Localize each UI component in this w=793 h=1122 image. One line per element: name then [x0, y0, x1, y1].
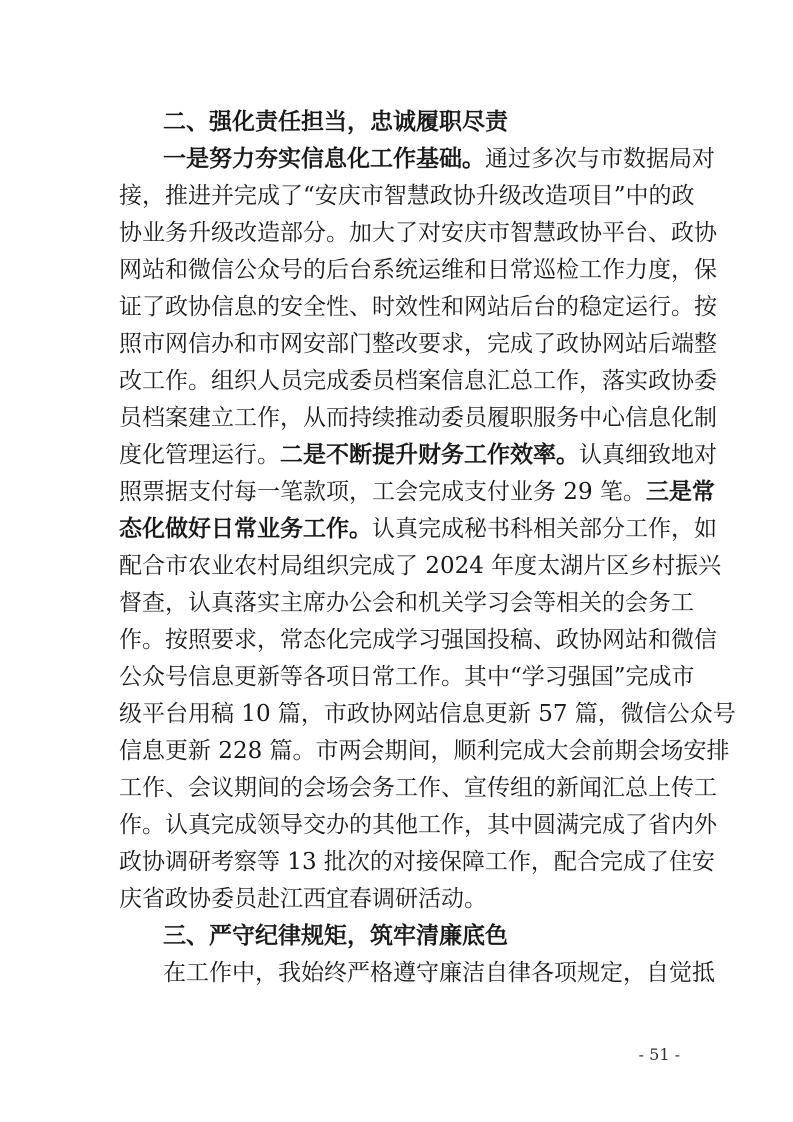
- paragraph-line: 接，推进并完成了“安庆市智慧政协升级改造项目”中的政: [119, 183, 695, 209]
- paragraph-line: 照市网信办和市网安部门整改要求，完成了政协网站后端整: [119, 331, 717, 357]
- paragraph-line: 在工作中，我始终严格遵守廉洁自律各项规定，自觉抵: [163, 960, 715, 986]
- section-heading-3: 三、严守纪律规矩，筑牢清廉底色: [163, 923, 508, 949]
- paragraph-line: 配合市农业农村局组织完成了 2024 年度太湖片区乡村振兴: [119, 553, 722, 579]
- line-text: 通过多次与市数据局对: [485, 146, 715, 172]
- paragraph-line: 网站和微信公众号的后台系统运维和日常巡检工作力度，保: [119, 257, 717, 283]
- bold-lead-1: 一是努力夯实信息化工作基础。: [163, 146, 485, 172]
- line-text: 度化管理运行。: [119, 442, 280, 468]
- paragraph-line: 改工作。组织人员完成委员档案信息汇总工作，落实政协委: [119, 368, 717, 394]
- bold-lead-2: 二是不断提升财务工作效率。: [280, 442, 579, 468]
- line-text: 认真细致地对: [579, 442, 717, 468]
- paragraph-line: 政协调研考察等 13 批次的对接保障工作，配合完成了住安: [119, 849, 715, 875]
- line-text: 照票据支付每一笔款项，工会完成支付业务 29 笔。: [119, 479, 646, 505]
- paragraph-line: [119, 437, 717, 473]
- bold-lead-3-start: 三是常: [645, 479, 715, 505]
- paragraph-line: 员档案建立工作，从而持续推动委员履职服务中心信息化制: [119, 405, 717, 431]
- paragraph-line: 作。认真完成领导交办的其他工作，其中圆满完成了省内外: [119, 812, 717, 838]
- bold-lead-3-end: 态化做好日常业务工作。: [119, 516, 372, 542]
- paragraph-line: [163, 141, 715, 177]
- paragraph-line: [119, 474, 715, 510]
- page-number: - 51 -: [638, 1045, 680, 1064]
- paragraph-line: 庆省政协委员赴江西宜春调研活动。: [119, 886, 487, 912]
- paragraph-line: 作。按照要求，常态化完成学习强国投稿、政协网站和微信: [119, 627, 717, 653]
- paragraph-line: 信息更新 228 篇。市两会期间，顺利完成大会前期会场安排: [119, 738, 730, 764]
- paragraph-line: 督查，认真落实主席办公会和机关学习会等相关的会务工: [119, 590, 694, 616]
- paragraph-line: 公众号信息更新等各项日常工作。其中“学习强国”完成市: [119, 664, 695, 690]
- section-heading-2: 二、强化责任担当，忠诚履职尽责: [163, 109, 508, 135]
- paragraph-line: [119, 511, 717, 547]
- line-text: 认真完成秘书科相关部分工作，如: [372, 516, 717, 542]
- paragraph-line: 证了政协信息的安全性、时效性和网站后台的稳定运行。按: [119, 294, 717, 320]
- paragraph-line: 工作、会议期间的会场会务工作、宣传组的新闻汇总上传工: [119, 775, 717, 801]
- paragraph-line: 级平台用稿 10 篇，市政协网站信息更新 57 篇，微信公众号: [119, 701, 736, 727]
- paragraph-line: 协业务升级改造部分。加大了对安庆市智慧政协平台、政协: [119, 220, 717, 246]
